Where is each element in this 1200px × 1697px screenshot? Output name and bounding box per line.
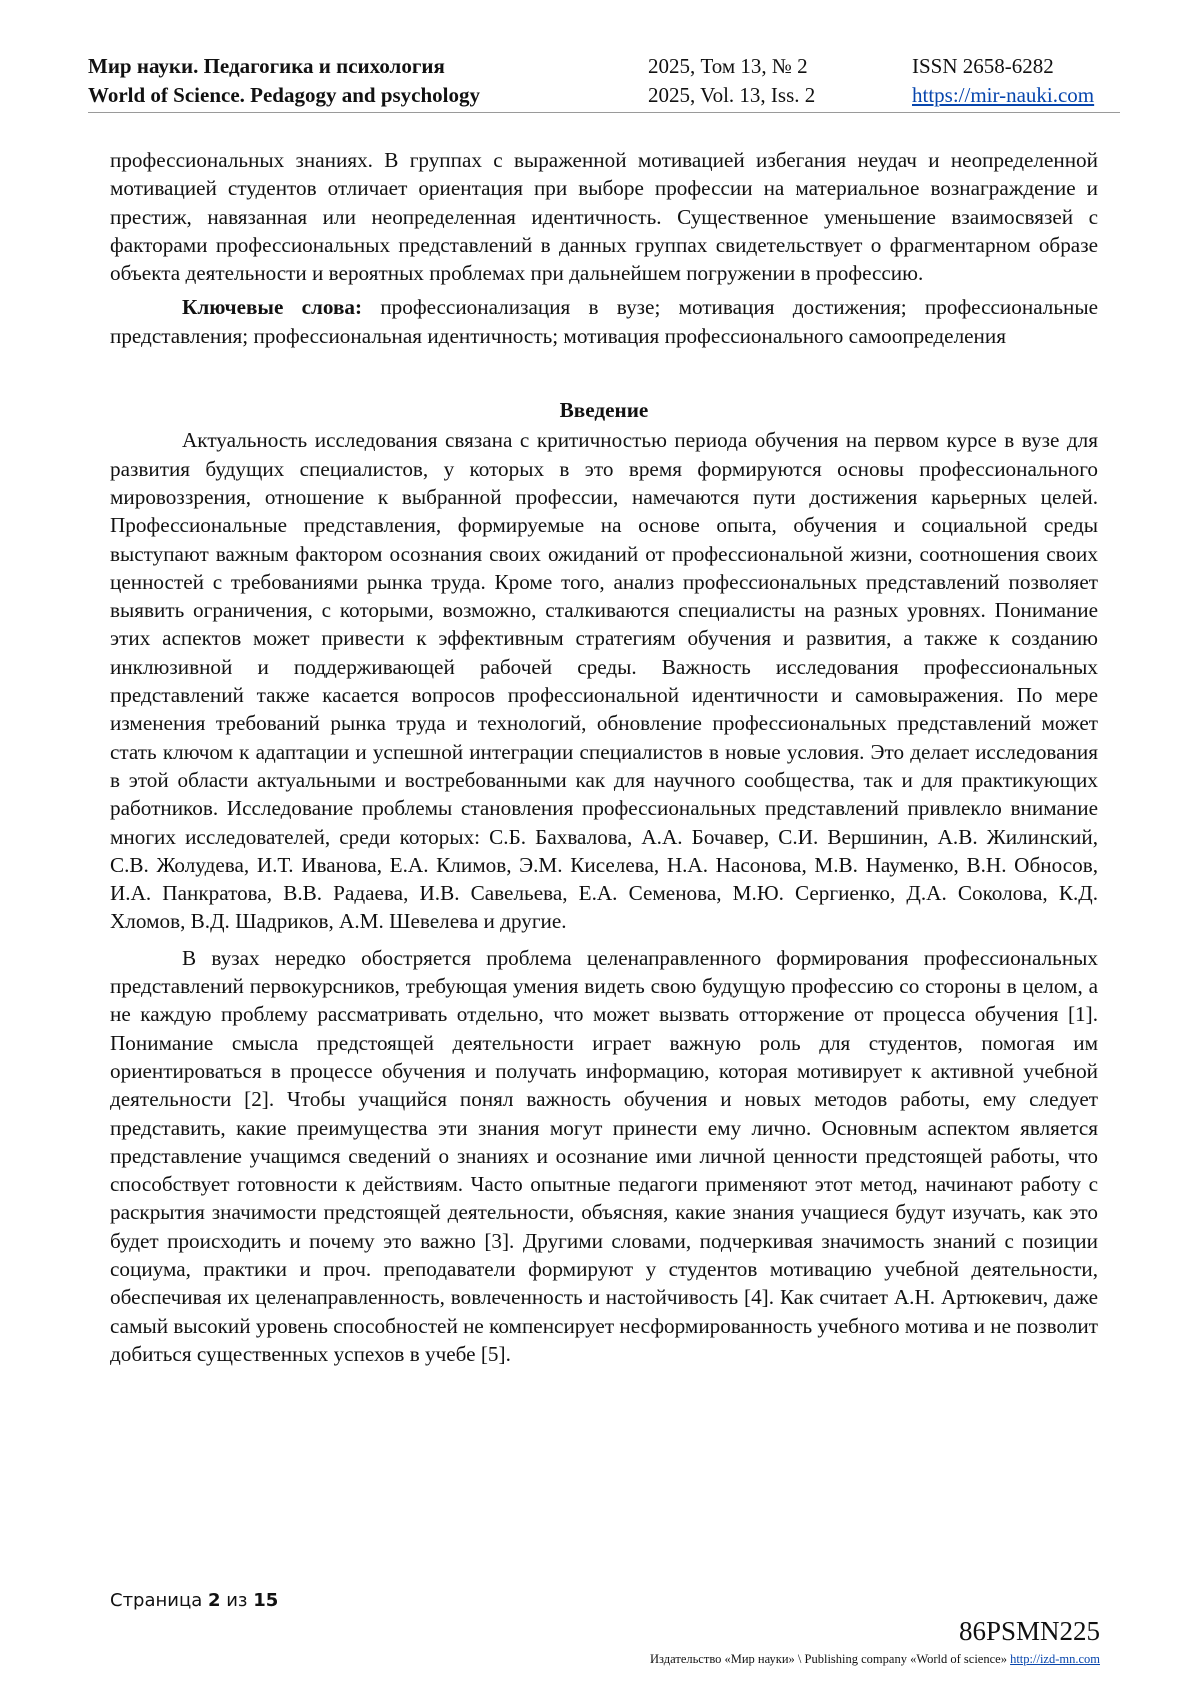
journal-title-block bbox=[88, 52, 480, 110]
page-counter bbox=[110, 1590, 278, 1611]
journal-header bbox=[88, 52, 1120, 113]
page-total: 15 bbox=[253, 1590, 279, 1611]
volume-block bbox=[648, 52, 815, 110]
keywords bbox=[110, 293, 1098, 350]
section-title: Введение bbox=[559, 398, 649, 423]
issn-block bbox=[912, 52, 1094, 110]
page-prefix: Страница bbox=[110, 1590, 208, 1611]
body-paragraph: Актуальность исследования связана с критичностью периода обучения на первом курсе в вузе для развития будущих специалистов, у которых в это время формируются основы профессионального мировоззрения, отношение к выбранной профессии, намечаются пути достижения карьерных целей. Профессиональные представления, формируемые на основе опыта, обучения и социальной среды выступают важным фактором осознания своих ожиданий от профессиональной жизни, соотношения своих ценностей с требованиями рынка труда. Кроме того, анализ профессиональных представлений позволяет выявить ограничения, с которыми, возможно, сталкиваются специалисты на разных уровнях. Понимание этих аспектов может привести к эффективным стратегиям обучения и развития, а также к созданию инклюзивной и поддерживающей рабочей среды. Важность исследования профессиональных представлений также касается вопросов профессиональной идентичности и самовыражения. По мере изменения требований рынка труда и технологий, обновление профессиональных представлений может стать ключом к адаптации и успешной интеграции специалистов в новые условия. Это делает исследования в этой области актуальными и востребованными как для научного сообщества, так и для практикующих работников. Исследование проблемы становления профессиональных представлений привлекло внимание многих исследователей, среди которых: С.Б. Бахвалова, А.А. Бочавер, С.И. Вершинин, А.В. Жилинский, С.В. Жолудева, И.Т. Иванова, Е.А. Климов, Э.М. Киселева, Н.А. Насонова, М.В. Науменко, В.Н. Обносов, И.А. Панкратова, В.В. Радаева, И.В. Савельева, Е.А. Семенова, М.Ю. Сергиенко, Д.А. Соколова, К.Д. Хломов, В.Д. Шадриков, А.М. Шевелева и другие. bbox=[110, 428, 1098, 934]
keywords-text: профессионализация в вузе; мотивация достижения; профессиональные представления; профессиональная идентичность; мотивация профессионального самоопределения bbox=[110, 295, 1098, 348]
publisher-text: Издательство «Мир науки» \ Publishing company «World of science» bbox=[650, 1652, 1011, 1666]
page-mid: из bbox=[220, 1590, 254, 1611]
volume-en: 2025, Vol. 13, Iss. 2 bbox=[648, 83, 816, 107]
article-body bbox=[110, 146, 1098, 1368]
abstract-tail: профессиональных знаниях. В группах с выраженной мотивацией избегания неудач и неопределенной мотивацией студентов отличает ориентация при выборе профессии на материальное вознаграждение и престиж, навязанная или неопределенная идентичность. Существенное уменьшение взаимосвязей с факторами профессиональных представлений в данных группах свидетельствует о фрагментарном образе объекта деятельности и вероятных проблемах при дальнейшем погружении в профессию. bbox=[110, 148, 1098, 286]
journal-url-link[interactable]: https://mir-nauki.com bbox=[912, 83, 1095, 107]
publisher-line bbox=[650, 1652, 1100, 1667]
page-current: 2 bbox=[207, 1590, 221, 1611]
body-paragraph: В вузах нередко обостряется проблема целенаправленного формирования профессиональных представлений первокурсников, требующая умения видеть свою будущую профессию со стороны в целом, а не каждую проблему рассматривать отдельно, что может вызвать отторжение от процесса обучения [1]. Понимание смысла предстоящей деятельности играет важную роль для студентов, помогая им ориентироваться в процессе обучения и получать информацию, которая мотивирует к активной учебной деятельности [2]. Чтобы учащийся понял важность обучения и новых методов работы, ему следует представить, какие преимущества эти знания могут принести ему лично. Основным аспектом является представление учащимся сведений о знаниях и осознание ими личной ценности предстоящей работы, что способствует готовности к действиям. Часто опытные педагоги применяют этот метод, начинают работу с раскрытия значимости предстоящей деятельности, объясняя, какие знания учащиеся будут изучать, как это будет происходить и почему это важно [3]. Другими словами, подчеркивая значимость знаний с позиции социума, практики и проч. преподаватели формируют у студентов мотивацию учебной деятельности, обеспечивая их целенаправленность, вовлеченность и настойчивость [4]. Как считает А.Н. Артюкевич, даже самый высокий уровень способностей не компенсирует несформированность учебного мотива и не позволит добиться существенных успехов в учебе [5]. bbox=[110, 945, 1098, 1366]
journal-title-en: World of Science. Pedagogy and psychology bbox=[88, 83, 481, 107]
volume-ru: 2025, Том 13, № 2 bbox=[648, 54, 808, 78]
article-code: 86PSMN225 bbox=[958, 1616, 1100, 1646]
issn: ISSN 2658-6282 bbox=[912, 54, 1054, 78]
publisher-link[interactable]: http://izd-mn.com bbox=[1010, 1652, 1100, 1666]
journal-title-ru: Мир науки. Педагогика и психология bbox=[88, 54, 445, 78]
keywords-label: Ключевые слова: bbox=[182, 295, 363, 320]
